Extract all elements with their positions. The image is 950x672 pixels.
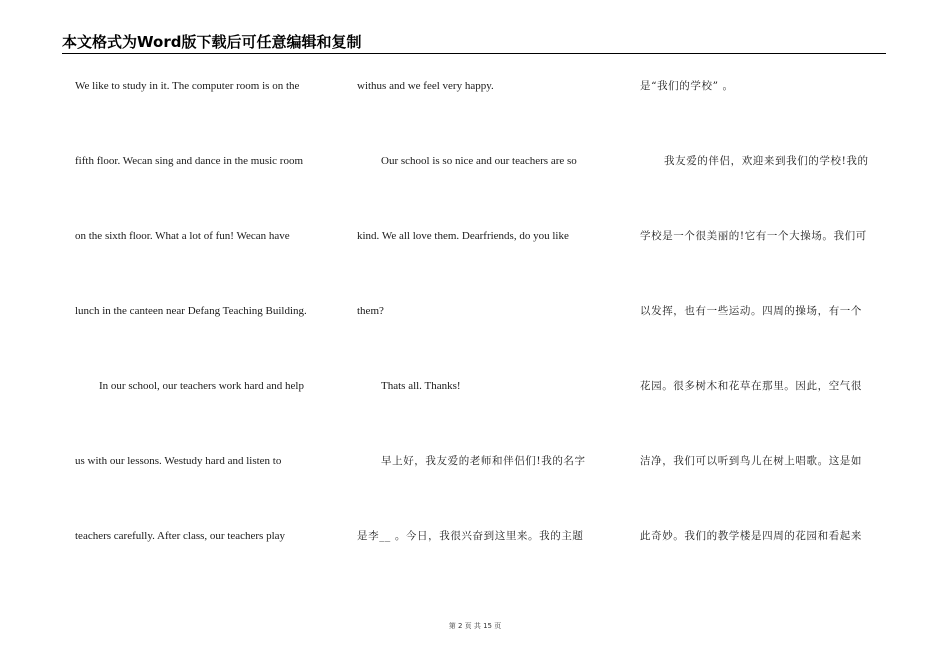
text-line: kind. We all love them. Dearfriends, do you like	[357, 230, 569, 242]
text-line: 是“我们的学校” 。	[640, 80, 734, 92]
text-line: 是李__ 。今日，我很兴奋到这里来。我的主题	[357, 530, 584, 542]
text-line: teachers carefully. After class, our teachers play	[75, 530, 286, 542]
text-line: withus and we feel very happy.	[357, 80, 494, 92]
text-line: on the sixth floor. What a lot of fun! Wecan have	[75, 230, 290, 242]
text-line: them?	[357, 305, 384, 317]
text-line: 洁净，我们可以听到鸟儿在树上唱歌。这是如	[640, 455, 862, 467]
text-line: lunch in the canteen near Defang Teaching Building.	[75, 305, 307, 317]
text-line: 花园。很多树木和花草在那里。因此，空气很	[640, 380, 862, 392]
text-line: 学校是一个很美丽的!它有一个大操场。我们可	[640, 230, 867, 242]
text-line: 此奇妙。我们的教学楼是四周的花园和看起来	[640, 530, 862, 542]
text-line: 以发挥，也有一些运动。四周的操场，有一个	[640, 305, 862, 317]
text-line: Thats all. Thanks!	[381, 380, 461, 392]
text-line: We like to study in it. The computer room is on the	[75, 80, 300, 92]
text-line: Our school is so nice and our teachers are so	[381, 155, 577, 167]
page-number-footer: 第 2 页 共 15 页	[448, 622, 502, 630]
text-column-1	[75, 76, 325, 601]
text-column-3	[640, 76, 885, 601]
text-line: In our school, our teachers work hard and help	[99, 380, 304, 392]
text-line: us with our lessons. Westudy hard and listen to	[75, 455, 282, 467]
text-line: 早上好，我友爱的老师和伴侣们!我的名字	[381, 455, 586, 467]
text-column-2	[357, 76, 607, 601]
text-line: 我友爱的伴侣，欢迎来到我们的学校!我的	[664, 155, 869, 167]
text-line: fifth floor. Wecan sing and dance in the music room	[75, 155, 304, 167]
document-header-title: 本文格式为Word版下载后可任意编辑和复制	[62, 33, 362, 51]
header-divider	[62, 53, 886, 54]
